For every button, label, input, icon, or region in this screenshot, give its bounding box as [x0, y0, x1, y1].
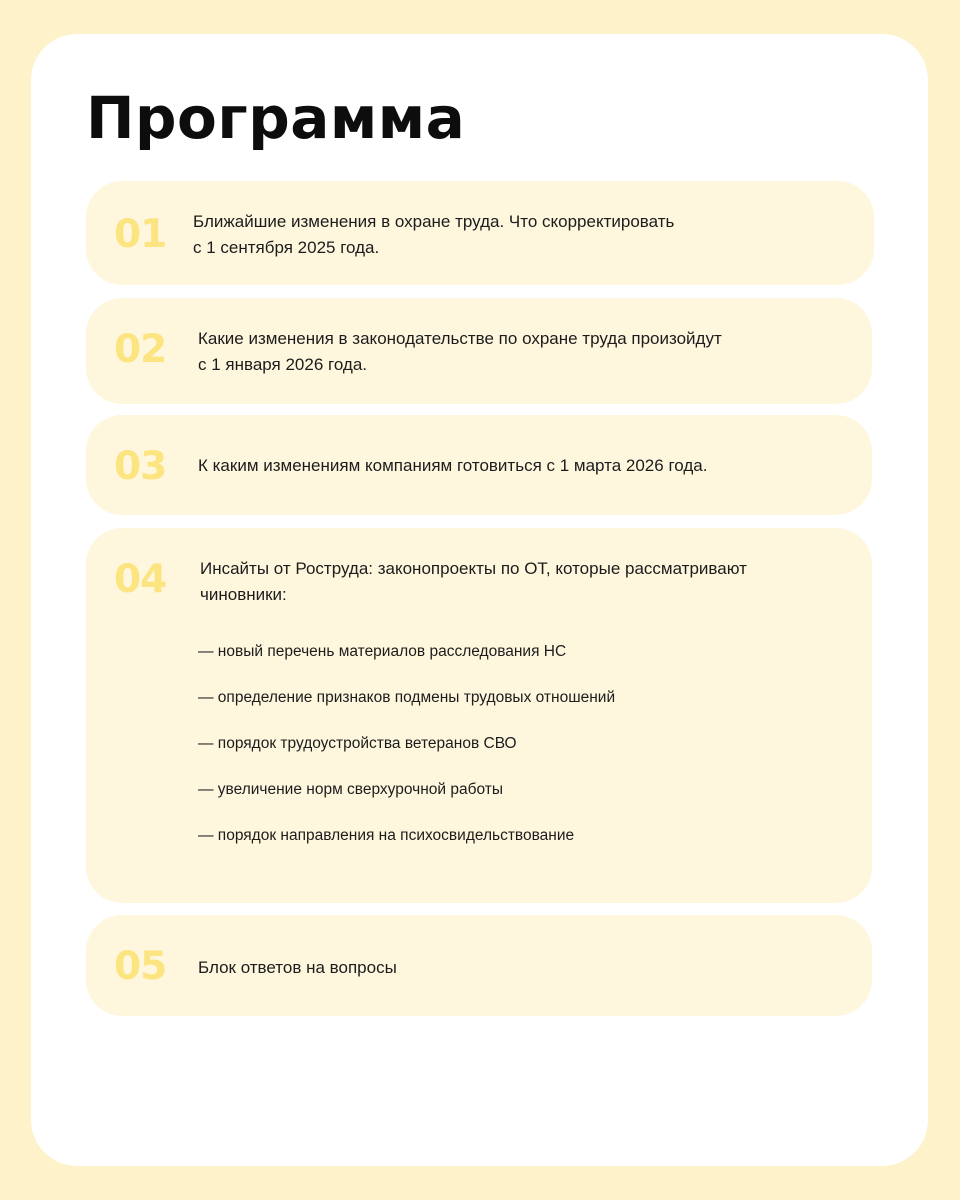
- page-title: Программа: [86, 84, 466, 152]
- item-description: [198, 453, 838, 479]
- program-item-05: [86, 915, 872, 1016]
- item-description: [193, 209, 833, 261]
- program-item-03: [86, 415, 872, 515]
- item-description-line: Инсайты от Роструда: законопроекты по ОТ, которые рассматривают: [200, 559, 747, 578]
- program-item-01: [86, 181, 874, 285]
- item-description: [200, 556, 840, 608]
- item-description-line: Ближайшие изменения в охране труда. Что скорректировать: [193, 212, 675, 231]
- item-description-line: с 1 января 2026 года.: [198, 355, 368, 374]
- item-number: 01: [114, 212, 167, 257]
- subitem: — новый перечень материалов расследования НС: [198, 643, 567, 660]
- item-number: 04: [114, 557, 167, 602]
- program-item-04: [86, 528, 872, 903]
- subitem: — определение признаков подмены трудовых отношений: [198, 689, 616, 706]
- item-description-line: Какие изменения в законодательстве по охране труда произойдут: [198, 329, 722, 348]
- subitem: — порядок направления на психосвидельствование: [198, 827, 575, 844]
- item-number: 05: [114, 944, 167, 989]
- item-description-line: чиновники:: [200, 585, 287, 604]
- item-description-line: Блок ответов на вопросы: [198, 958, 397, 977]
- subitem: — порядок трудоустройства ветеранов СВО: [198, 735, 517, 752]
- subitem: — увеличение норм сверхурочной работы: [198, 781, 503, 798]
- item-number: 03: [114, 444, 167, 489]
- item-description-line: с 1 сентября 2025 года.: [193, 238, 380, 257]
- item-description-line: К каким изменениям компаниям готовиться с 1 марта 2026 года.: [198, 456, 708, 475]
- item-description: [198, 326, 838, 378]
- subitem-list: [198, 642, 615, 872]
- item-number: 02: [114, 327, 167, 372]
- item-description: [198, 955, 838, 981]
- program-item-02: [86, 298, 872, 404]
